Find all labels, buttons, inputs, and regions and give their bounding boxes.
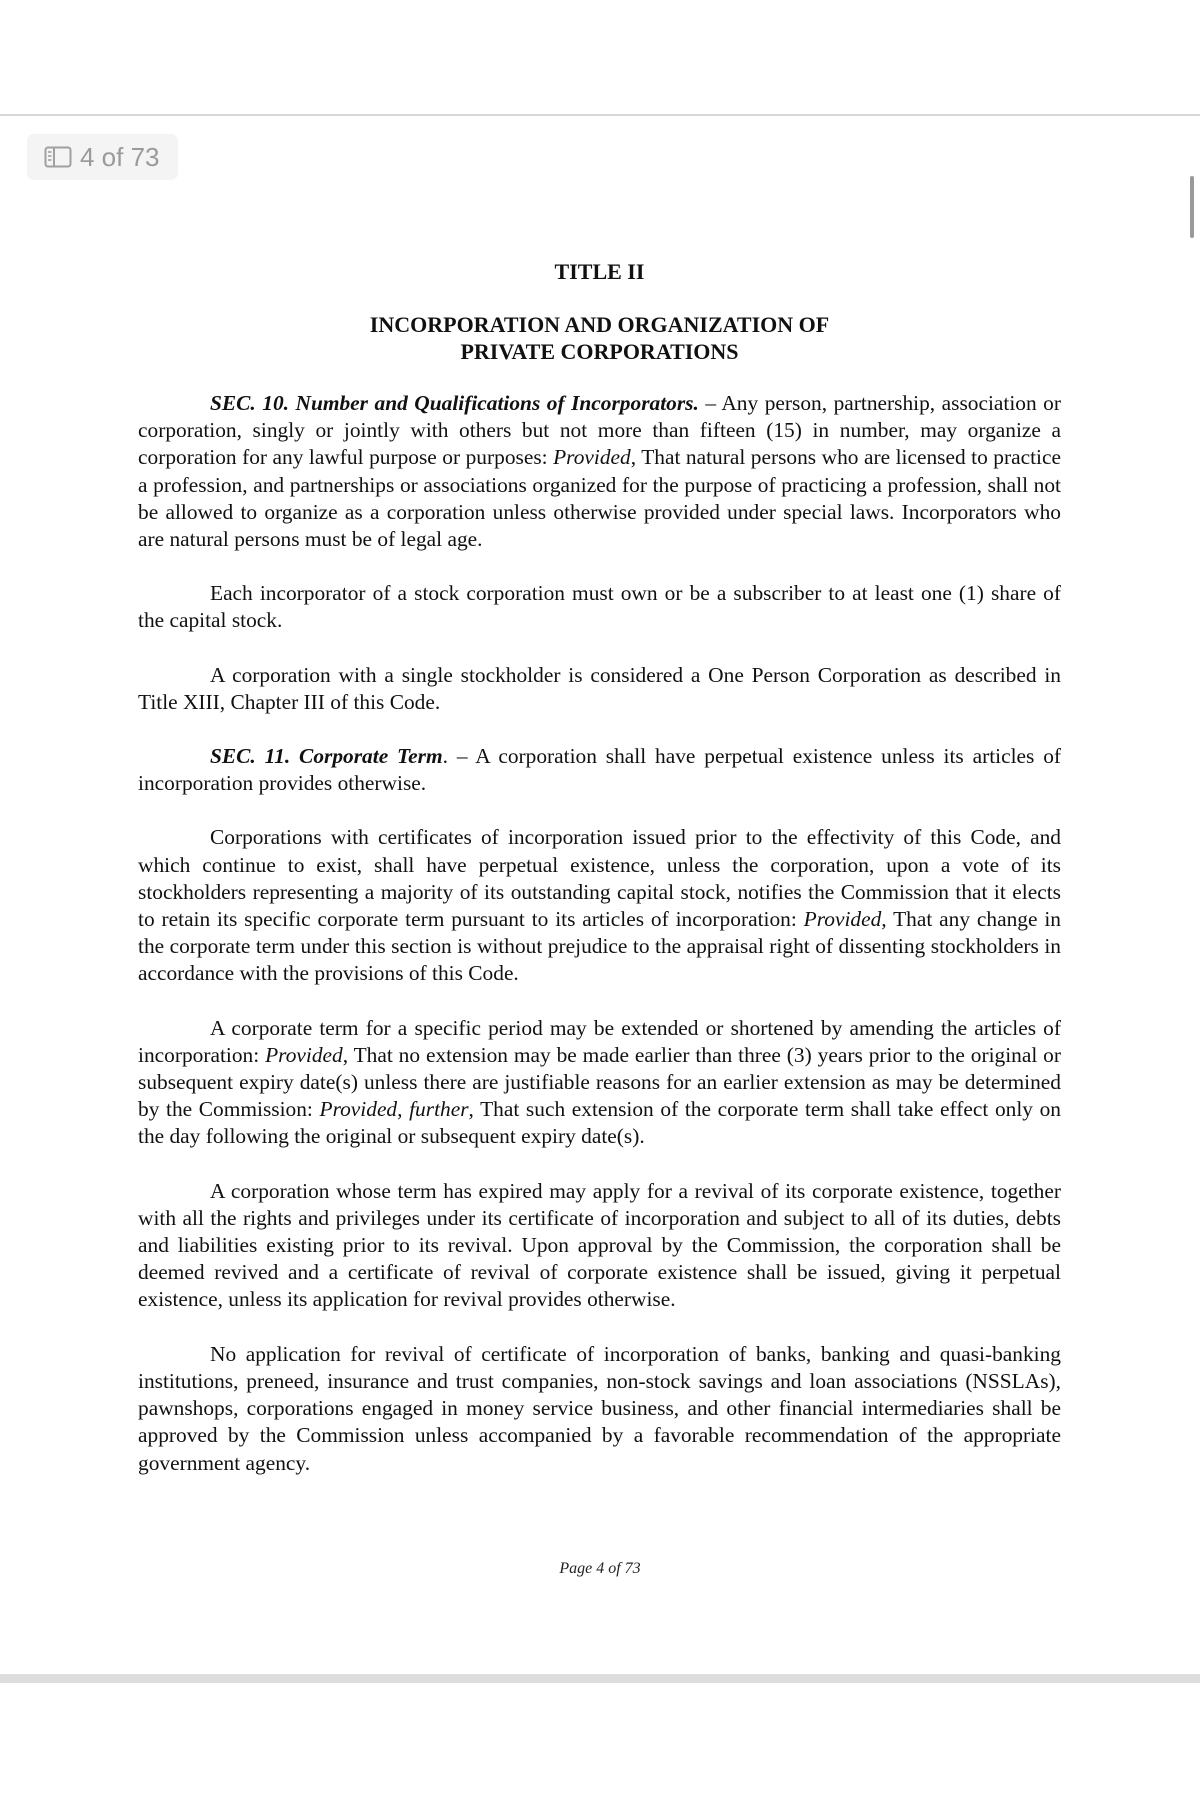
vertical-scrollbar-thumb[interactable] [1190, 176, 1194, 238]
sidebar-page-icon [44, 146, 72, 168]
document-subtitle: INCORPORATION AND ORGANIZATION OF PRIVATE CORPORATIONS [369, 312, 830, 364]
section-11-text: . – A corporation shall have perpetual existence unless its articles of incorporation provides otherwise. [138, 744, 1062, 796]
section-10-paragraph [138, 390, 1061, 553]
section-11-heading: SEC. 11. Corporate Term [210, 744, 443, 769]
perpetual-existence-provided: Provided, [803, 907, 887, 932]
term-extension-text-3: , That such extension of the corporate term shall take effect only on the day following the original or subsequent expiry date(s). [138, 1097, 1061, 1149]
term-extension-provided-further: Provided, further [319, 1097, 469, 1122]
document-page [138, 258, 1061, 1504]
term-extension-paragraph [138, 1015, 1061, 1151]
document-title: TITLE II [554, 259, 645, 284]
term-extension-provided: Provided [265, 1042, 343, 1067]
financial-institutions-paragraph: No application for revival of certificate of incorporation of banks, banking and quasi-banking institutions, preneed, insurance and trust companies, non-stock savings and loan associations (NSSLAs), pawnshops, corporations engaged in money service business, and other financial intermediaries shall be approved by the Commission unless accompanied by a favorable recommendation of the appropriate government agency. [138, 1341, 1061, 1475]
revival-paragraph: A corporation whose term has expired may apply for a revival of its corporate existence, together with all the rights and privileges under its certificate of incorporation and subject to all of its duties, debts and liabilities existing prior to its revival. Upon approval by the Commission, the corporation shall be deemed revived and a certificate of revival of corporate existence shall be issued, giving it perpetual existence, unless its application for revival provides otherwise. [138, 1178, 1061, 1312]
section-10-text-1: – Any person, partnership, association or corporation, singly or jointly with others but not more than fifteen (15) in number, may organize a corporation for any lawful purpose or purposes: [138, 391, 1061, 470]
section-10-provided: Provided [553, 445, 631, 470]
page-indicator-label: 4 of 73 [80, 141, 160, 172]
page-bottom-divider [0, 1674, 1200, 1683]
perpetual-existence-paragraph [138, 824, 1061, 987]
section-10-heading: SEC. 10. Number and Qualifications of Incorporators. [210, 391, 699, 415]
section-10-text-2: , That natural persons who are licensed to practice a profession, and partnerships or associations organized for the purpose of practicing a profession, shall not be allowed to organize as a corporation unless otherwise provided under special laws. Incorporators who are natural persons must be of legal age. [138, 445, 1061, 552]
page-footer: Page 4 of 73 [559, 1560, 641, 1577]
term-extension-text-1: A corporate term for a specific period may be extended or shortened by amending the articles of incorporation: [138, 1015, 1061, 1067]
term-extension-text-2: , That no extension may be made earlier than three (3) years prior to the original or subsequent expiry date(s) unless there are justifiable reasons for an earlier extension as may be determined by the Commission: [138, 1042, 1062, 1122]
perpetual-existence-text-1: Corporations with certificates of incorporation issued prior to the effectivity of this Code, and which continue to exist, shall have perpetual existence, unless the corporation, upon a vote of its stockholders representing a majority of its outstanding capital stock, notifies the Commission that it elects to retain its specific corporate term pursuant to its articles of incorporation: [138, 825, 1061, 932]
section-11-paragraph [138, 743, 1061, 797]
perpetual-existence-text-2: That any change in the corporate term under this section is without prejudice to the appraisal right of dissenting stockholders in accordance with the provisions of this Code. [138, 907, 1061, 986]
incorporator-share-paragraph: Each incorporator of a stock corporation must own or be a subscriber to at least one (1) share of the capital stock. [138, 581, 1061, 633]
page-indicator-button[interactable] [27, 134, 178, 180]
one-person-corporation-paragraph: A corporation with a single stockholder is considered a One Person Corporation as described in Title XIII, Chapter III of this Code. [138, 662, 1061, 714]
viewer-top-divider [0, 114, 1200, 116]
